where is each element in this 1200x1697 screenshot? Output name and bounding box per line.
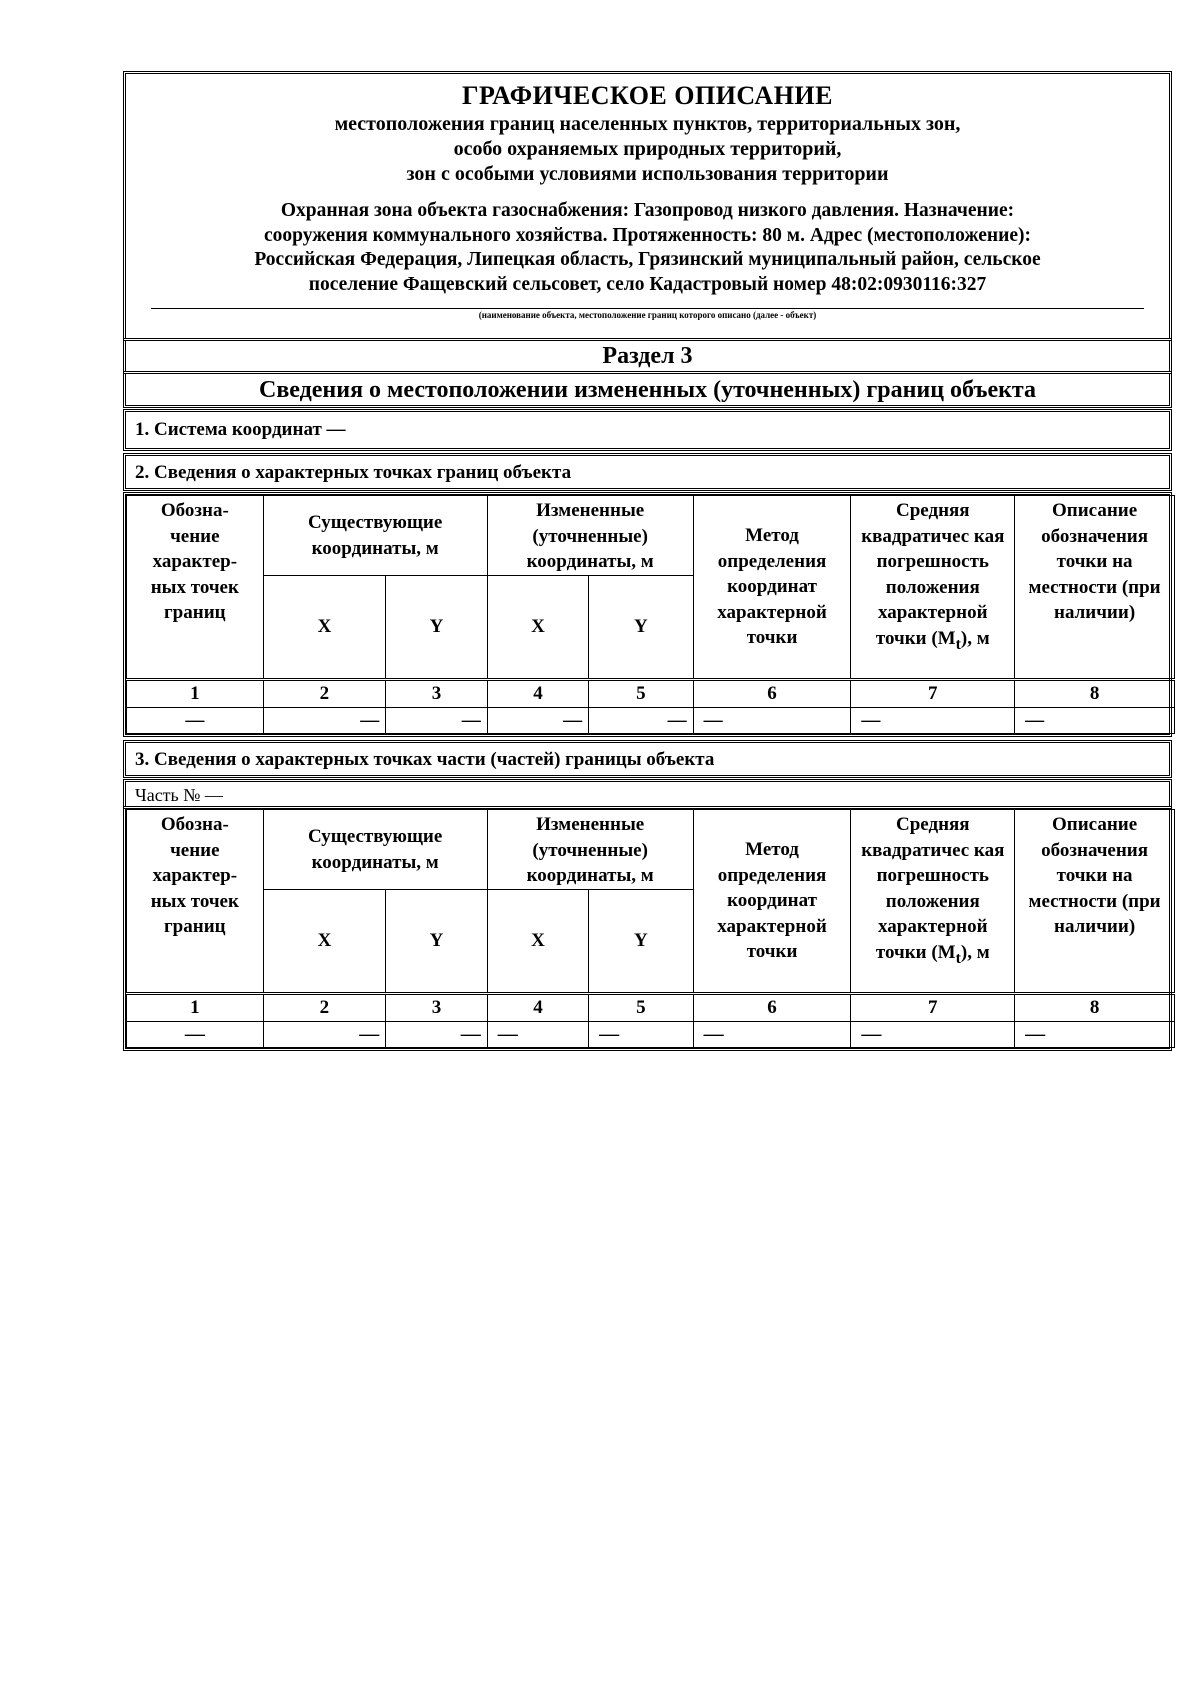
parts-title: 3. Сведения о характерных точках части (частей) границы объекта — [123, 740, 1172, 778]
column-number: 3 — [386, 680, 487, 708]
mean-error-unit: ), м — [960, 941, 990, 963]
object-line: сооружения коммунального хозяйства. Протяженность: 80 м. Адрес (местоположение): — [263, 224, 1032, 246]
cell-method: — — [693, 707, 851, 734]
column-number: 6 — [693, 680, 851, 708]
column-number: 1 — [127, 680, 264, 708]
document-header — [123, 71, 1172, 341]
subtitle-line: зон с особыми условиями использования территории — [406, 163, 889, 185]
object-description — [126, 199, 1169, 297]
cell-method: — — [693, 1021, 851, 1048]
header-point-designation-label: Обозна- чение характер- ных точек границ — [150, 814, 239, 937]
column-number: 6 — [693, 994, 851, 1022]
header-method: Метод определения координат характерной точки — [693, 496, 851, 680]
column-number-row — [127, 680, 1175, 708]
header-point-designation-label: Обозна- чение характер- ных точек границ — [150, 500, 239, 623]
mean-error-subscript: t — [955, 949, 961, 967]
points-table — [123, 492, 1172, 737]
header-point-designation — [127, 496, 264, 680]
header-changed-coordinates: Измененные (уточненные) координаты, м — [487, 810, 693, 890]
document-sheet — [123, 71, 1172, 1051]
object-line: Российская Федерация, Липецкая область, Грязинский муниципальный район, сельское — [254, 249, 1041, 270]
header-description: Описание обозначения точки на местности (при наличии) — [1015, 810, 1175, 994]
header-existing-coordinates: Существующие координаты, м — [263, 496, 487, 576]
column-number: 8 — [1015, 680, 1175, 708]
subtitle-line: местоположения границ населенных пунктов, территориальных зон, — [334, 113, 961, 135]
column-number: 7 — [851, 994, 1015, 1022]
header-changed-y: Y — [589, 890, 694, 994]
column-number: 5 — [589, 994, 694, 1022]
header-existing-y: Y — [386, 890, 487, 994]
table-row — [127, 1021, 1175, 1048]
column-number: 4 — [487, 680, 588, 708]
cell-changed-y: — — [589, 707, 694, 734]
mean-error-subscript: t — [955, 635, 961, 653]
document-title: ГРАФИЧЕСКОЕ ОПИСАНИЕ — [462, 81, 833, 110]
part-number-label: Часть № — — [123, 779, 1172, 809]
header-mean-error — [851, 496, 1015, 680]
header-point-designation — [127, 810, 264, 994]
coordinate-system-row: 1. Система координат — — [123, 409, 1172, 451]
column-number-row — [127, 994, 1175, 1022]
cell-changed-x: — — [487, 1021, 588, 1048]
column-number: 8 — [1015, 994, 1175, 1022]
header-existing-x: X — [263, 890, 386, 994]
object-underline — [151, 308, 1144, 309]
mean-error-label: Средняя квадратичес кая погрешность положения характерной точки (M — [861, 500, 1005, 649]
cell-description: — — [1015, 1021, 1175, 1048]
column-number: 2 — [263, 680, 386, 708]
header-description: Описание обозначения точки на местности (при наличии) — [1015, 496, 1175, 680]
parts-table — [123, 806, 1172, 1051]
points-title: 2. Сведения о характерных точках границ объекта — [123, 453, 1172, 491]
section-number: Раздел 3 — [123, 338, 1172, 374]
cell-changed-x: — — [487, 707, 588, 734]
cell-existing-y: — — [386, 707, 487, 734]
header-changed-x: X — [487, 890, 588, 994]
mean-error-label: Средняя квадратичес кая погрешность положения характерной точки (M — [861, 814, 1005, 963]
header-existing-y: Y — [386, 576, 487, 680]
column-number: 1 — [127, 994, 264, 1022]
cell-point: — — [127, 1021, 264, 1048]
column-number: 3 — [386, 994, 487, 1022]
object-caption: (наименование объекта, местоположение границ которого описано (далее - объект) — [478, 310, 817, 320]
object-line: Охранная зона объекта газоснабжения: Газопровод низкого давления. Назначение: — [280, 200, 1015, 221]
table-row — [127, 707, 1175, 734]
header-existing-coordinates: Существующие координаты, м — [263, 810, 487, 890]
cell-mean-error: — — [851, 1021, 1015, 1048]
cell-existing-x: — — [263, 707, 386, 734]
column-number: 4 — [487, 994, 588, 1022]
subtitle-line: особо охраняемых природных территорий, — [453, 138, 842, 160]
cell-point: — — [127, 707, 264, 734]
cell-description: — — [1015, 707, 1175, 734]
column-number: 5 — [589, 680, 694, 708]
header-existing-x: X — [263, 576, 386, 680]
cell-existing-x: — — [263, 1021, 386, 1048]
mean-error-unit: ), м — [960, 627, 990, 649]
cell-mean-error: — — [851, 707, 1015, 734]
column-number: 7 — [851, 680, 1015, 708]
header-changed-y: Y — [589, 576, 694, 680]
cell-existing-y: — — [386, 1021, 487, 1048]
header-mean-error — [851, 810, 1015, 994]
header-method: Метод определения координат характерной точки — [693, 810, 851, 994]
object-line: поселение Фащевский сельсовет, село Кадастровый номер 48:02:0930116:327 — [308, 273, 987, 295]
column-number: 2 — [263, 994, 386, 1022]
cell-changed-y: — — [589, 1021, 694, 1048]
section-title: Сведения о местоположении измененных (уточненных) границ объекта — [123, 371, 1172, 408]
header-changed-x: X — [487, 576, 588, 680]
header-changed-coordinates: Измененные (уточненные) координаты, м — [487, 496, 693, 576]
